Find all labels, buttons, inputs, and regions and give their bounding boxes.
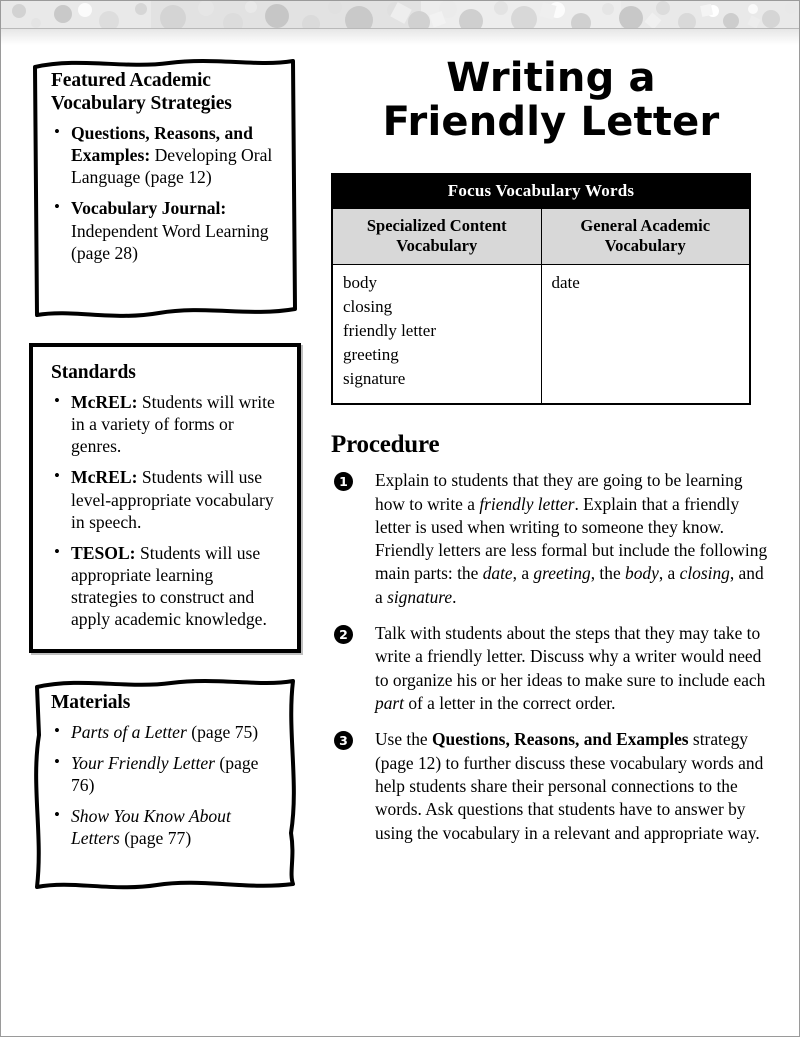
standard-text: Students will use appropriate learning strategies to construct and apply academic knowledge.	[71, 542, 267, 630]
material-name: Your Friendly Letter	[71, 752, 216, 773]
decorative-top-band	[1, 1, 800, 29]
material-page: (page 75)	[186, 721, 259, 742]
procedure-step	[331, 728, 771, 845]
list-item	[51, 752, 281, 796]
step-text-segment: , the	[590, 563, 626, 584]
standards-list	[51, 391, 279, 631]
vocab-emphasis: closing	[679, 563, 730, 584]
main-content	[331, 57, 771, 858]
featured-title-line2: Vocabulary Strategies	[51, 93, 232, 114]
vocab-word: signature	[343, 369, 406, 389]
step-text-segment: Talk with students about the steps that they may take to write a friendly letter. Discuss why a writer would need to organize his or her ideas to make sure to include each	[375, 623, 766, 690]
vocab-emphasis: signature	[387, 586, 453, 607]
list-item	[51, 466, 279, 532]
step-number-badge: 3	[334, 731, 353, 750]
table-title: Focus Vocabulary Words	[332, 174, 750, 209]
general-vocab-cell	[541, 264, 750, 404]
page-title	[331, 57, 771, 143]
step-number-badge: 2	[334, 625, 353, 644]
material-page: (page 77)	[119, 828, 192, 849]
band-fade	[1, 29, 800, 45]
vocab-word: greeting	[343, 344, 399, 364]
materials-box	[29, 675, 301, 890]
column-header-general	[541, 209, 750, 265]
column-header-specialized	[332, 209, 541, 265]
featured-strategies-box	[29, 53, 301, 321]
strategy-emphasis: Questions, Reasons, and Examples	[432, 729, 689, 750]
page-title-line1: Writing a	[446, 55, 656, 101]
header-line1: General Academic	[580, 216, 711, 235]
list-item	[51, 805, 281, 849]
featured-strategies-title	[51, 69, 281, 115]
standard-org: McREL:	[71, 392, 138, 412]
material-page: (page 76)	[71, 752, 259, 795]
list-item	[51, 721, 281, 743]
vocab-emphasis: part	[375, 693, 404, 714]
standard-text: Students will use level-appropriate vocabulary in speech.	[71, 467, 274, 532]
vocab-word: closing	[343, 296, 393, 316]
procedure-steps	[331, 469, 771, 845]
step-text-segment: of a letter in the correct order.	[404, 693, 616, 714]
strategy-name: Vocabulary Journal:	[71, 198, 227, 219]
table-title-row	[332, 174, 750, 209]
step-text-segment: Use the	[375, 729, 432, 750]
standards-box	[29, 343, 301, 653]
decorative-shapes	[1, 1, 800, 29]
list-item	[51, 391, 279, 457]
list-item	[51, 197, 281, 263]
standard-text: Students will write in a variety of forms or genres.	[71, 392, 275, 457]
step-text-segment: , a	[658, 563, 680, 584]
standard-org: TESOL:	[71, 542, 136, 563]
strategy-detail: Developing Oral Language (page 12)	[71, 145, 273, 188]
materials-title: Materials	[51, 691, 131, 713]
featured-strategies-list	[51, 122, 281, 264]
vocab-emphasis: friendly letter	[479, 493, 575, 514]
list-item	[51, 542, 279, 631]
procedure-step	[331, 622, 771, 715]
table-row	[332, 264, 750, 404]
focus-vocabulary-table	[331, 173, 751, 405]
vocab-emphasis: body	[625, 563, 659, 584]
strategy-name: Questions, Reasons, and Examples:	[71, 123, 253, 166]
featured-title-line1: Featured Academic	[51, 70, 211, 91]
sidebar	[29, 53, 301, 912]
step-text	[375, 729, 763, 842]
vocab-emphasis: date	[482, 563, 513, 584]
step-text	[375, 470, 767, 607]
procedure-step	[331, 469, 771, 609]
step-text-segment: . Explain that a friendly letter is used when writing to someone they know. Friendly letters are less formal but include the following main parts: the	[375, 493, 768, 584]
vocab-word: body	[343, 272, 377, 292]
vocab-word: date	[551, 272, 580, 292]
header-line2: Vocabulary	[604, 235, 686, 255]
specialized-vocab-cell	[332, 264, 541, 404]
vocab-word: friendly letter	[343, 320, 436, 340]
material-name: Parts of a Letter	[71, 721, 187, 742]
material-name: Show You Know About Letters	[71, 806, 231, 849]
strategy-detail: Independent Word Learning (page 28)	[71, 220, 269, 263]
table-header-row	[332, 209, 750, 265]
step-text-segment: strategy (page 12) to further discuss these vocabulary words and help students share their personal connections to the words. Ask questions that students have to answer by using the vocabulary in a relevant and appropriate way.	[375, 729, 764, 843]
header-line2: Vocabulary	[396, 235, 478, 255]
materials-list	[51, 721, 281, 850]
page-title-line2: Friendly Letter	[382, 99, 720, 145]
step-number-badge: 1	[334, 472, 353, 491]
list-item	[51, 122, 281, 188]
step-text-segment: Explain to students that they are going to be learning how to write a	[375, 470, 743, 514]
vocab-emphasis: greeting	[533, 563, 591, 584]
header-line1: Specialized Content	[366, 216, 507, 235]
standards-title: Standards	[51, 362, 136, 383]
step-text	[375, 623, 765, 713]
standard-org: McREL:	[71, 467, 138, 488]
step-text-segment: , a	[512, 563, 534, 584]
procedure-heading: Procedure	[331, 431, 440, 459]
step-text-segment: , and a	[375, 563, 764, 607]
step-text-segment: .	[452, 586, 457, 607]
